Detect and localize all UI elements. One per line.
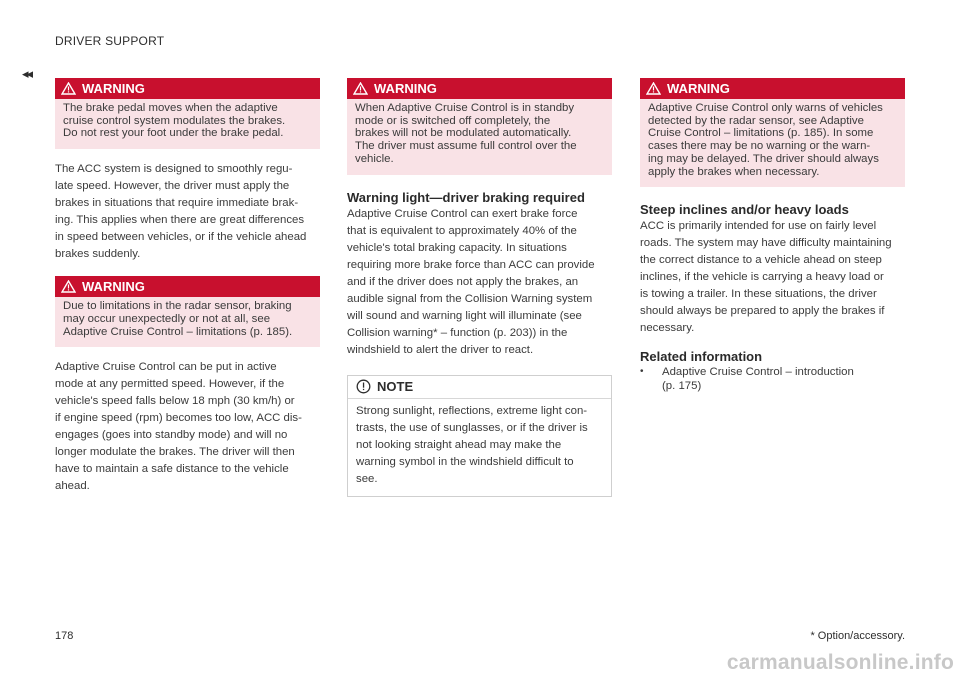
note-box bbox=[347, 375, 612, 497]
page-number: 178 bbox=[55, 630, 74, 642]
text-line: Adaptive Cruise Control only warns of vehicles bbox=[648, 102, 883, 114]
section-heading: Steep inclines and/or heavy loads bbox=[640, 202, 849, 218]
text-line: ing. This applies when there are great differences bbox=[55, 214, 305, 227]
warning-box bbox=[640, 78, 905, 187]
text-line: Adaptive Cruise Control – limitations (p. 185). bbox=[63, 325, 293, 338]
bullet-marker: • bbox=[640, 366, 644, 378]
text-line: in speed between vehicles, or if the vehicle ahead bbox=[55, 231, 307, 244]
section-header: DRIVER SUPPORT bbox=[55, 34, 165, 48]
text-line: apply the brakes when necessary. bbox=[648, 165, 820, 178]
text-line: The brake pedal moves when the adaptive bbox=[63, 102, 278, 114]
warning-title: WARNING bbox=[667, 81, 730, 96]
text-line: brakes suddenly. bbox=[55, 248, 141, 261]
note-title: NOTE bbox=[377, 379, 414, 395]
column-2 bbox=[347, 78, 612, 497]
text-line: the correct distance to a vehicle ahead on steep bbox=[640, 254, 882, 267]
text-line: (p. 175) bbox=[662, 380, 702, 393]
related-info-heading: Related information bbox=[640, 349, 763, 365]
text-line: Collision warning* – function (p. 203)) in the bbox=[347, 326, 568, 339]
warning-text bbox=[347, 99, 612, 175]
warning-box bbox=[55, 78, 320, 149]
footnote: * Option/accessory. bbox=[810, 630, 905, 642]
text-line: Cruise Control – limitations (p. 185). In some bbox=[648, 127, 874, 140]
text-line: detected by the radar sensor, see Adaptive bbox=[648, 114, 864, 127]
column-1 bbox=[55, 78, 320, 495]
text-line: have to maintain a safe distance to the vehicle bbox=[55, 463, 289, 476]
text-line: vehicle's speed falls below 18 mph (30 km/h) or bbox=[55, 395, 295, 408]
text-line: The ACC system is designed to smoothly regu- bbox=[55, 163, 293, 176]
text-line: Adaptive Cruise Control – introduction bbox=[662, 366, 854, 379]
text-line: ahead. bbox=[55, 480, 90, 493]
text-line: When Adaptive Cruise Control is in standby bbox=[355, 102, 575, 114]
warning-box bbox=[347, 78, 612, 175]
text-line: mode at any permitted speed. However, if the bbox=[55, 378, 285, 391]
note-text bbox=[348, 399, 611, 496]
warning-header bbox=[55, 78, 320, 99]
text-line: brakes in situations that require immediate brak- bbox=[55, 197, 299, 210]
text-line: may occur unexpectedly or not at all, see bbox=[63, 312, 271, 325]
body-paragraph bbox=[347, 206, 612, 359]
warning-box bbox=[55, 276, 320, 347]
text-line: longer modulate the brakes. The driver will then bbox=[55, 446, 295, 459]
warning-header bbox=[55, 276, 320, 297]
warning-header bbox=[640, 78, 905, 99]
text-line: and if the driver does not apply the brakes, an bbox=[347, 275, 579, 288]
related-link-item[interactable] bbox=[640, 365, 905, 393]
text-line: should always be prepared to apply the brakes if bbox=[640, 305, 885, 318]
text-line: brakes will not be modulated automatically. bbox=[355, 127, 572, 140]
watermark: carmanualsonline.info bbox=[726, 651, 954, 674]
warning-text bbox=[55, 99, 320, 149]
text-line: The driver must assume full control over the bbox=[355, 140, 577, 153]
text-line: cases there may be no warning or the warn- bbox=[648, 140, 871, 153]
continued-marker: ◂◂ bbox=[22, 66, 32, 81]
text-line: warning symbol in the windshield difficult to bbox=[356, 455, 574, 468]
warning-header bbox=[347, 78, 612, 99]
warning-title: WARNING bbox=[82, 279, 145, 295]
text-line: Adaptive Cruise Control can exert brake force bbox=[347, 207, 578, 220]
text-line: cruise control system modulates the brakes. bbox=[63, 114, 286, 127]
text-line: requiring more brake force than ACC can provide bbox=[347, 258, 595, 271]
text-line: engages (goes into standby mode) and will no bbox=[55, 429, 288, 442]
column-3 bbox=[640, 78, 905, 393]
warning-text bbox=[55, 297, 320, 347]
section-heading: Warning light—driver braking required bbox=[347, 189, 585, 205]
text-line: if engine speed (rpm) becomes too low, ACC dis- bbox=[55, 412, 302, 425]
text-line: not looking straight ahead may make the bbox=[356, 438, 562, 451]
body-paragraph bbox=[55, 359, 320, 495]
text-line: trasts, the use of sunglasses, or if the driver is bbox=[356, 421, 588, 434]
text-line: is towing a trailer. In these situations, the driver bbox=[640, 288, 877, 301]
text-line: audible signal from the Collision Warning system bbox=[347, 292, 593, 305]
text-line: will sound and warning light will illuminate (see bbox=[347, 309, 582, 322]
text-line: ACC is primarily intended for use on fairly level bbox=[640, 220, 877, 233]
warning-triangle-icon bbox=[61, 82, 76, 95]
text-line: vehicle. bbox=[355, 152, 394, 165]
warning-triangle-icon bbox=[61, 280, 76, 293]
text-line: late speed. However, the driver must apply the bbox=[55, 180, 290, 193]
text-line: inclines, if the vehicle is carrying a heavy load or bbox=[640, 271, 884, 284]
text-line: Due to limitations in the radar sensor, braking bbox=[63, 300, 292, 313]
warning-text bbox=[640, 99, 905, 187]
text-line: Do not rest your foot under the brake pedal. bbox=[63, 127, 284, 140]
related-link-text[interactable] bbox=[662, 365, 854, 393]
info-circle-icon bbox=[356, 379, 371, 394]
text-line: Strong sunlight, reflections, extreme light con- bbox=[356, 404, 588, 417]
text-line: ing may be delayed. The driver should always bbox=[648, 152, 879, 165]
text-line: that is equivalent to approximately 40% of the bbox=[347, 224, 577, 237]
text-line: windshield to alert the driver to react. bbox=[347, 343, 534, 356]
text-line: roads. The system may have difficulty maintaining bbox=[640, 237, 892, 250]
text-line: Adaptive Cruise Control can be put in active bbox=[55, 361, 277, 374]
text-line: vehicle's total braking capacity. In situations bbox=[347, 241, 567, 254]
warning-title: WARNING bbox=[374, 81, 437, 96]
warning-triangle-icon bbox=[646, 82, 661, 95]
warning-title: WARNING bbox=[82, 81, 145, 96]
body-paragraph bbox=[55, 161, 320, 263]
text-line: mode or is switched off completely, the bbox=[355, 114, 551, 127]
warning-triangle-icon bbox=[353, 82, 368, 95]
note-header bbox=[348, 376, 611, 399]
text-line: necessary. bbox=[640, 322, 695, 335]
text-line: see. bbox=[356, 472, 378, 485]
body-paragraph bbox=[640, 218, 905, 337]
